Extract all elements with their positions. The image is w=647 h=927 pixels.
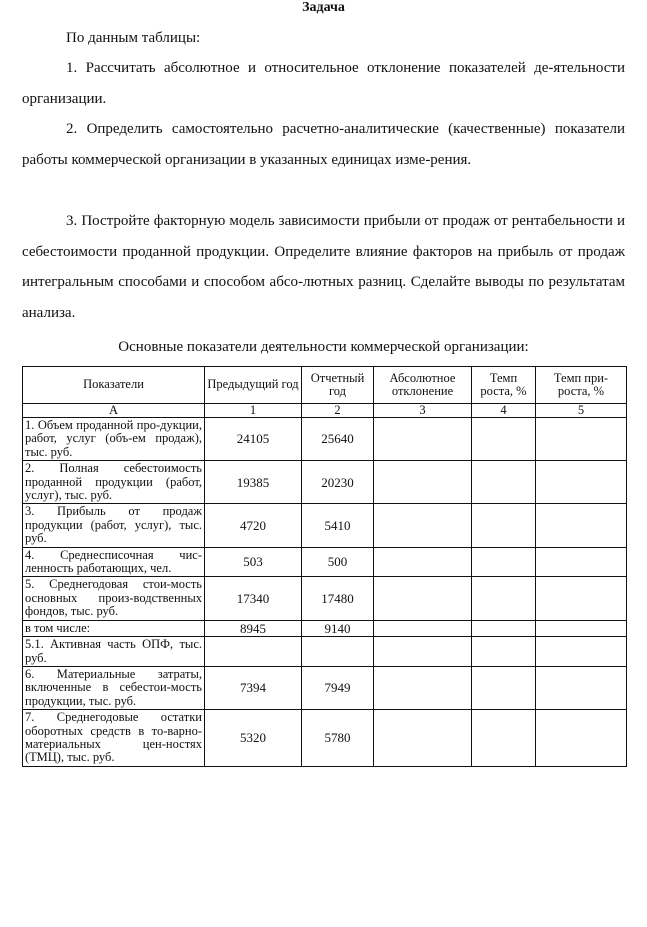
abs-deviation-cell — [374, 418, 472, 461]
column-index-cell: 5 — [536, 404, 627, 418]
prev-year-value: 19385 — [205, 461, 302, 504]
report-year-value: 5410 — [302, 504, 374, 547]
table-row — [23, 710, 627, 767]
column-index-cell: 2 — [302, 404, 374, 418]
report-year-value: 17480 — [302, 577, 374, 620]
row-label: 3. Прибыль от продаж продукции (работ, услуг), тыс. руб. — [23, 504, 205, 547]
growth-rate-cell — [472, 461, 536, 504]
task-3-text: 3. Постройте факторную модель зависимости прибыли от продаж от рентабельности и себестоимости проданной продукции. Определите влияние факторов на прибыль от продаж интегральным способами и способом абсо-лютных разниц. Сделайте выводы по результатам анализа. — [22, 213, 625, 321]
abs-deviation-cell — [374, 666, 472, 709]
report-year-value: 20230 — [302, 461, 374, 504]
header-cell: Предыдущий год — [205, 367, 302, 404]
column-index-cell: 4 — [472, 404, 536, 418]
indicators-table — [22, 366, 627, 767]
growth-rate-cell — [472, 547, 536, 577]
table-caption: Основные показатели деятельности коммерческой организации: — [118, 339, 529, 355]
prev-year-value — [205, 637, 302, 667]
document-title: Задача — [302, 0, 345, 15]
report-year-value: 5780 — [302, 710, 374, 767]
abs-deviation-cell — [374, 547, 472, 577]
table-row — [23, 418, 627, 461]
increase-rate-cell — [536, 666, 627, 709]
prev-year-value: 5320 — [205, 710, 302, 767]
header-cell: Абсолютное отклонение — [374, 367, 472, 404]
prev-year-value: 503 — [205, 547, 302, 577]
table-row — [23, 547, 627, 577]
growth-rate-cell — [472, 637, 536, 667]
row-label: 1. Объем проданной про-дукции, работ, услуг (объ-ем продаж), тыс. руб. — [23, 418, 205, 461]
growth-rate-cell — [472, 666, 536, 709]
growth-rate-cell — [472, 418, 536, 461]
abs-deviation-cell — [374, 504, 472, 547]
header-cell: Темп при-роста, % — [536, 367, 627, 404]
table-row — [23, 620, 627, 636]
prev-year-value: 4720 — [205, 504, 302, 547]
prev-year-value: 7394 — [205, 666, 302, 709]
report-year-value: 500 — [302, 547, 374, 577]
increase-rate-cell — [536, 547, 627, 577]
row-label: 5.1. Активная часть ОПФ, тыс. руб. — [23, 637, 205, 667]
table-row — [23, 461, 627, 504]
abs-deviation-cell — [374, 620, 472, 636]
row-label: 5. Среднегодовая стои-мость основных произ-водственных фондов, тыс. руб. — [23, 577, 205, 620]
row-label: 2. Полная себестоимость проданной продукции (работ, услуг), тыс. руб. — [23, 461, 205, 504]
table-row — [23, 666, 627, 709]
table-header-row — [23, 367, 627, 404]
report-year-value: 25640 — [302, 418, 374, 461]
abs-deviation-cell — [374, 710, 472, 767]
header-cell: Темп роста, % — [472, 367, 536, 404]
growth-rate-cell — [472, 710, 536, 767]
column-index-row — [23, 404, 627, 418]
abs-deviation-cell — [374, 577, 472, 620]
row-label: 4. Среднесписочная чис-ленность работающих, чел. — [23, 547, 205, 577]
growth-rate-cell — [472, 504, 536, 547]
increase-rate-cell — [536, 577, 627, 620]
column-index-cell: А — [23, 404, 205, 418]
column-index-cell: 1 — [205, 404, 302, 418]
row-label: 6. Материальные затраты, включенные в себестои-мость продукции, тыс. руб. — [23, 666, 205, 709]
row-label: 7. Среднегодовые остатки оборотных средств в то-варно-материальных цен-ностях (ТМЦ), тыс. руб. — [23, 710, 205, 767]
increase-rate-cell — [536, 461, 627, 504]
report-year-value: 9140 — [302, 620, 374, 636]
table-row — [23, 504, 627, 547]
report-year-value — [302, 637, 374, 667]
report-year-value: 7949 — [302, 666, 374, 709]
abs-deviation-cell — [374, 461, 472, 504]
intro-text: По данным таблицы: — [66, 30, 201, 46]
table-row — [23, 637, 627, 667]
increase-rate-cell — [536, 418, 627, 461]
increase-rate-cell — [536, 637, 627, 667]
increase-rate-cell — [536, 504, 627, 547]
prev-year-value: 24105 — [205, 418, 302, 461]
increase-rate-cell — [536, 710, 627, 767]
header-cell: Отчетный год — [302, 367, 374, 404]
task-2-text: 2. Определить самостоятельно расчетно-аналитические (качественные) показатели работы коммерческой организации в указанных единицах изме-рения. — [22, 121, 625, 168]
growth-rate-cell — [472, 620, 536, 636]
abs-deviation-cell — [374, 637, 472, 667]
row-label: в том числе: — [23, 620, 205, 636]
increase-rate-cell — [536, 620, 627, 636]
table-row — [23, 577, 627, 620]
task-1-text: 1. Рассчитать абсолютное и относительное отклонение показателей де-ятельности организации. — [22, 60, 625, 107]
header-cell: Показатели — [23, 367, 205, 404]
prev-year-value: 17340 — [205, 577, 302, 620]
column-index-cell: 3 — [374, 404, 472, 418]
prev-year-value: 8945 — [205, 620, 302, 636]
growth-rate-cell — [472, 577, 536, 620]
